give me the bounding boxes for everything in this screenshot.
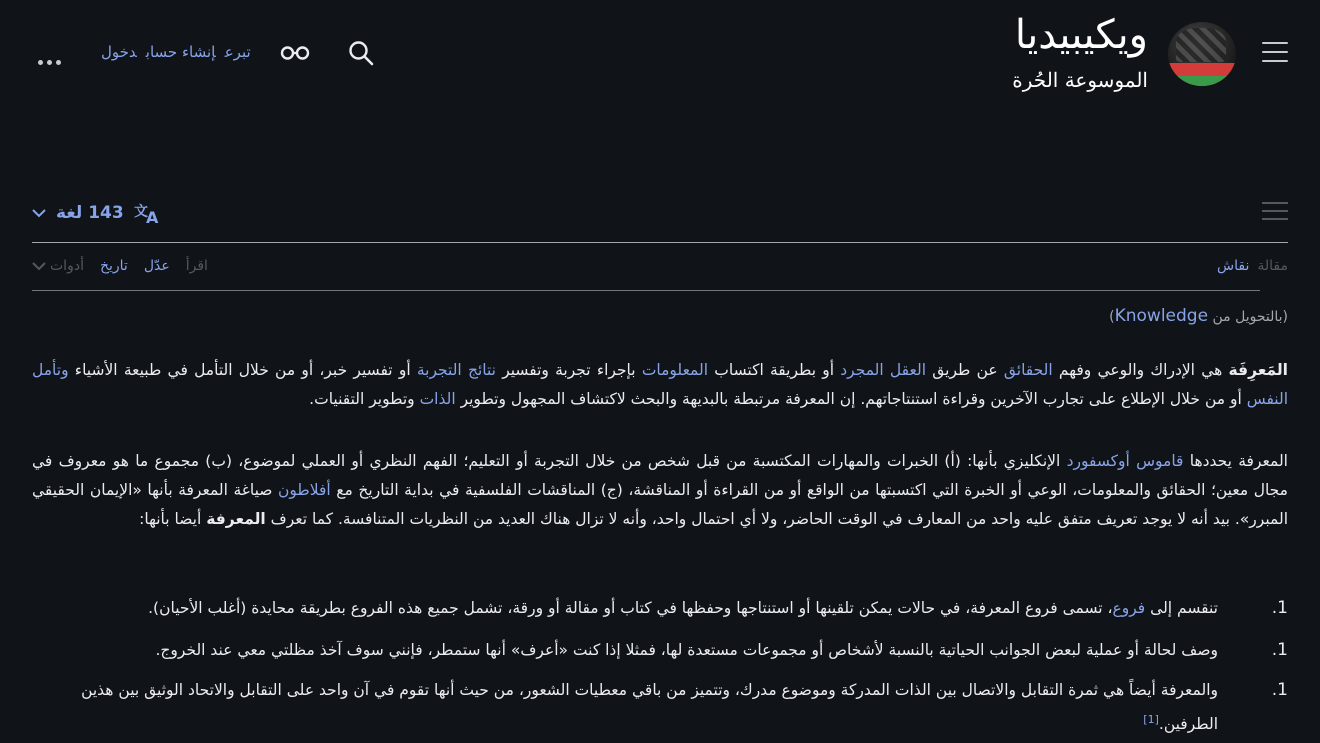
intro-paragraph [32, 356, 1288, 414]
tabs-divider [32, 290, 1260, 291]
article-link[interactable]: العقل المجرد [840, 361, 927, 379]
tab-talk[interactable]: نقاش [1217, 258, 1250, 274]
list-item-text [32, 594, 1218, 623]
list-number: 1. [1271, 640, 1288, 660]
redirect-suffix: ) [1109, 309, 1115, 325]
article-link[interactable]: قاموس أوكسفورد [1066, 452, 1184, 470]
tab-edit[interactable]: عدّل [143, 258, 170, 274]
svg-text:文: 文 [133, 204, 148, 220]
tools-label: أدوات [50, 258, 84, 274]
tab-article[interactable]: مقالة [1257, 258, 1288, 274]
tab-tools[interactable] [32, 258, 84, 274]
text-run: أو من خلال الإطلاع على تجارب الآخرين وقراءة استنتاجاتهم. إن المعرفة مرتبطة بالبديهة والبحث لاكتشاف المجهول وتطوير [455, 390, 1247, 408]
login-link[interactable]: دخول [101, 43, 137, 61]
text-run: بإجراء تجربة وتفسير [495, 361, 642, 379]
language-count: 143 لغة [56, 203, 124, 223]
wikipedia-logo[interactable] [1168, 22, 1236, 86]
article-link[interactable]: الحقائق [1003, 361, 1053, 379]
text-run: وصف لحالة أو عملية لبعض الجوانب الحياتية بالنسبة لأشخاص أو مجموعات مستعدة لها، فمثلا إذا كنت «أعرف» أنها ستمطر، فإنني سوف آخذ مظلتي معي عند الخروج. [155, 641, 1218, 659]
text-run: صياغة المعرفة بأنها «الإيمان الحقيقي المبرر». بيد أنه لا يوجد تعريف متفق عليه واحد من المعارف في الوقت الحاضر، ولا أي احتمال واحد، وأنه لا تزال هناك العديد من النظريات المتنافسة. كما تعرف [32, 481, 1288, 528]
text-run: وتطوير التقنيات. [309, 390, 420, 408]
wordmark[interactable]: ويكيبيديا [1014, 12, 1148, 58]
namespace-tabs [1217, 258, 1288, 274]
list-item-text [32, 636, 1218, 665]
text-run: هي الإدراك والوعي وفهم [1052, 361, 1229, 379]
list-number: 1. [1271, 680, 1288, 700]
title-divider [32, 242, 1288, 243]
article-link[interactable]: نتائج التجربة [416, 361, 496, 379]
search-icon[interactable] [348, 40, 374, 66]
article-link[interactable]: فروع [1112, 599, 1146, 617]
text-run: المعرفة يحددها [1183, 452, 1288, 470]
text-run: والمعرفة أيضاً هي ثمرة التقابل والاتصال بين الذات المدركة وموضوع مدرك، وتتميز من باقي معطيات الشعور، من حيث أنها تقوم في آن واحد على التقابل والاتحاد الوثيق بين هذين الطرفين. [81, 681, 1218, 734]
main-menu-button[interactable] [1262, 42, 1288, 64]
text-run: أيضا بأنها: [139, 510, 207, 528]
translate-icon [134, 202, 162, 224]
view-tabs [32, 258, 208, 274]
list-item [32, 594, 1288, 623]
tagline: الموسوعة الحُرة [1012, 68, 1148, 92]
article-link[interactable]: المعلومات [641, 361, 709, 379]
language-button[interactable] [32, 202, 162, 224]
reading-glasses-icon[interactable] [280, 43, 310, 63]
chevron-down-icon [32, 208, 46, 218]
donate-link[interactable]: تبرع [224, 43, 251, 61]
text-run: تنقسم إلى [1145, 599, 1218, 617]
redirect-notice [1109, 306, 1288, 326]
create-account-link[interactable]: إنشاء حساب [145, 43, 216, 61]
table-of-contents-icon[interactable] [1262, 202, 1288, 224]
tab-history[interactable]: تاريخ [99, 258, 128, 274]
article-link[interactable]: وتأمل النفس [32, 361, 1288, 408]
user-links [92, 43, 251, 61]
reference-link[interactable]: [1] [1143, 713, 1159, 726]
tab-read[interactable]: اقرأ [185, 258, 208, 274]
list-number: 1. [1271, 598, 1288, 618]
definition-paragraph [32, 447, 1288, 534]
bold-term: المَعرِفَة [1228, 361, 1288, 379]
text-run: ، تسمى فروع المعرفة، في حالات يمكن تلقينها أو استنتاجها وحفظها في كتاب أو مقالة أو ورقة، تشمل جميع هذه الفروع بطريقة محايدة (أغلب الأحيان). [148, 599, 1113, 617]
text-run: الإنكليزي بأنها: (أ) الخبرات والمهارات المكتسبة من قبل شخص من خلال التجربة أو التعليم؛ الفهم النظري أو العملي لموضوع، (ب) مجموع ما هو معروف في مجال معين؛ الحقائق والمعلومات، الوعي أو الخبرة التي اكتسبتها من الواقع أو من القراءة أو المناقشة، (ج) المناقشات الفلسفية في بداية التاريخ مع [32, 452, 1288, 499]
redirect-link[interactable]: Knowledge [1114, 306, 1209, 326]
list-item [32, 676, 1288, 739]
bold-term: المعرفة [206, 510, 266, 528]
redirect-prefix: (بالتحويل من [1212, 309, 1288, 325]
chevron-down-icon [32, 261, 46, 271]
svg-text:A: A [145, 208, 159, 224]
article-link[interactable]: أفلاطون [278, 481, 331, 499]
text-run: أو بطريقة اكتساب [708, 361, 841, 379]
text-run: عن طريق [926, 361, 1004, 379]
list-item-text [32, 676, 1218, 739]
text-run: أو تفسير خبر، أو من خلال التأمل في طبيعة الأشياء [68, 361, 417, 379]
article-link[interactable]: الذات [419, 390, 456, 408]
more-options-icon[interactable] [38, 50, 65, 69]
list-item [32, 636, 1288, 665]
